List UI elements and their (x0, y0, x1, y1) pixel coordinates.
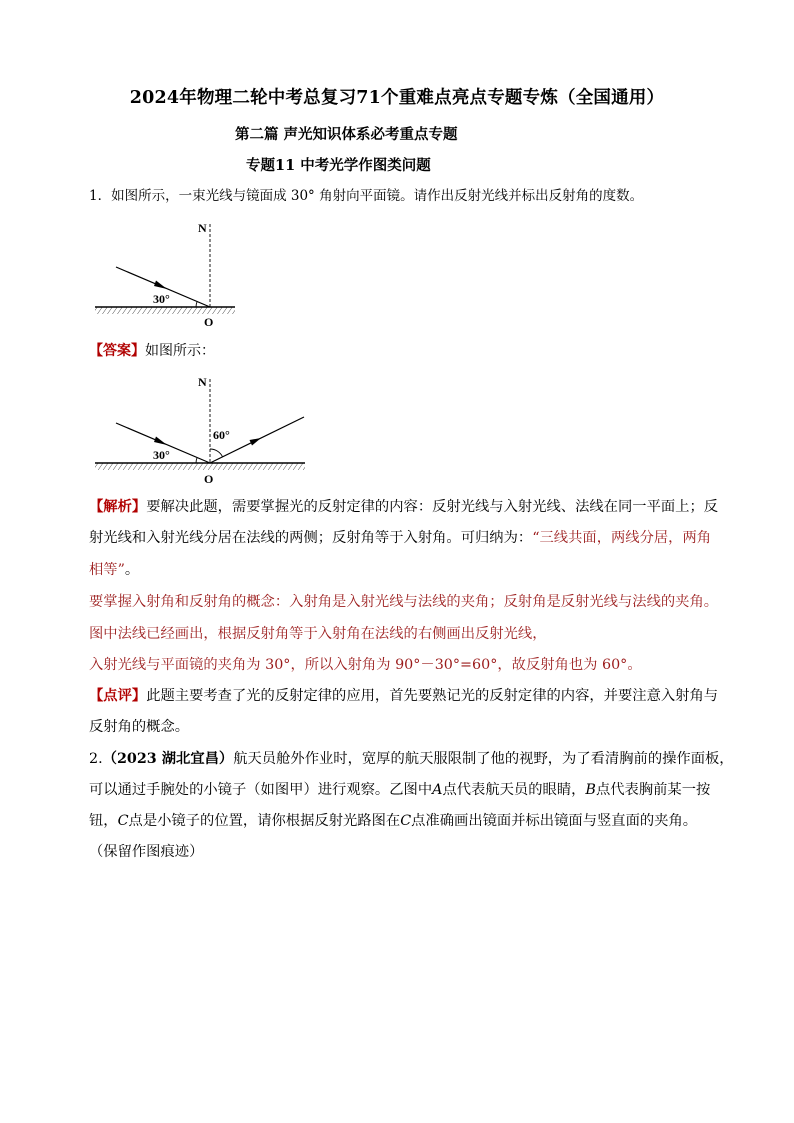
analysis-line-4: 要掌握入射角和反射角的概念：入射角是入射光线与法线的夹角；反射角是反射光线与法线的夹角。 (89, 594, 719, 610)
question-2-source: （2023 湖北宜昌） (102, 751, 234, 767)
question-1-text: 1．如图所示，一束光线与镜面成 30° 角射向平面镜。请作出反射光线并标出反射角的度数。 (89, 188, 644, 204)
analysis-quote: “三线共面，两线分居，两角 (532, 530, 712, 546)
question-2-line-4: （保留作图痕迹） (89, 844, 204, 860)
incident-angle-label: 30° (153, 448, 170, 462)
point-label: O (204, 315, 214, 329)
comment-tag: 【点评】 (89, 688, 147, 704)
question-2-line-3: 钮，C点是小镜子的位置，请你根据反射光路图在C点准确画出镜面并标出镜面与竖直面的夹角。 (89, 813, 698, 829)
normal-label: N (198, 221, 207, 235)
answer-line (89, 342, 215, 360)
answer-text: 如图所示： (145, 343, 215, 359)
incident-arrow (154, 281, 167, 290)
analysis-line-2: 射光线和入射光线分居在法线的两侧；反射角等于入射角。可归纳为：“三线共面，两线分居，两角 (89, 530, 712, 546)
question-1-figure (85, 210, 245, 335)
comment-line-2: 反射角的概念。 (89, 719, 190, 735)
mirror-hatching (95, 463, 305, 470)
analysis-line-5: 图中法线已经画出，根据反射角等于入射角在法线的右侧画出反射光线， (89, 626, 547, 642)
comment-line-1: 【点评】此题主要考查了光的反射定律的应用，首先要熟记光的反射定律的内容，并要注意入射角与 (89, 688, 719, 704)
document-title: 2024年物理二轮中考总复习71个重难点亮点专题专炼（全国通用） (129, 88, 665, 108)
answer-tag: 【答案】 (89, 343, 145, 359)
incident-arrow (154, 437, 167, 446)
analysis-tag: 【解析】 (89, 499, 147, 515)
analysis-line-3: 相等”。 (89, 562, 140, 578)
analysis-line-6: 入射光线与平面镜的夹角为 30°，所以入射角为 90°－30°=60°，故反射角也为 60°。 (89, 657, 642, 673)
reflected-arrow (250, 438, 262, 446)
normal-label: N (198, 375, 207, 389)
reflect-angle-arc (210, 449, 223, 457)
part-title: 第二篇 声光知识体系必考重点专题 (235, 126, 458, 143)
mirror-hatching (95, 307, 235, 314)
angle-label: 30° (153, 292, 170, 306)
reflect-angle-label: 60° (213, 428, 230, 442)
analysis-line-1: 【解析】要解决此题，需要掌握光的反射定律的内容：反射光线与入射光线、法线在同一平面上；反 (89, 499, 719, 515)
angle-arc (196, 302, 197, 308)
topic-title: 专题11 中考光学作图类问题 (246, 157, 431, 174)
question-2-line-2: 可以通过手腕处的小镜子（如图甲）进行观察。乙图中A点代表航天员的眼睛，B点代表胸前某一按 (89, 782, 711, 798)
point-label: O (204, 472, 214, 486)
question-2-line-1: 2.（2023 湖北宜昌）航天员舱外作业时，宽厚的航天服限制了他的视野，为了看清胸前的操作面板， (89, 751, 734, 767)
incident-angle-arc (196, 458, 197, 464)
question-2-number: 2. (89, 751, 103, 767)
answer-figure (85, 367, 315, 492)
